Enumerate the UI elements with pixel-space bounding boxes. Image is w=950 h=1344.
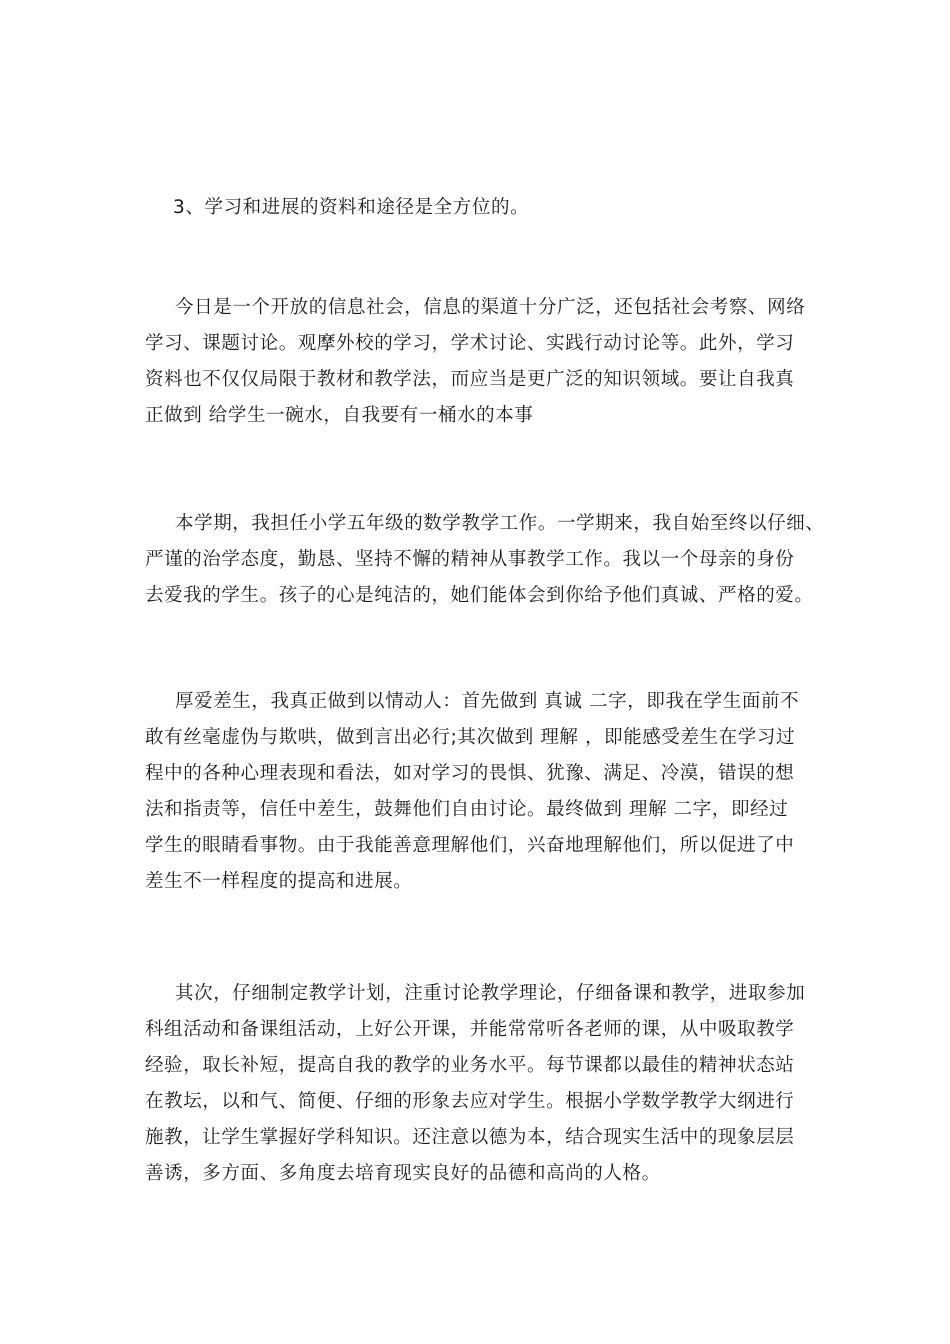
paragraph-1 bbox=[145, 290, 815, 434]
paragraph-line: 程中的各种心理表现和看法，如对学习的畏惧、犹豫、满足、冷漠，错误的想 bbox=[145, 763, 795, 784]
paragraph-2 bbox=[145, 506, 825, 614]
paragraph-line: 其次，仔细制定教学计划，注重讨论教学理论，仔细备课和教学，进取参加 bbox=[175, 983, 806, 1004]
heading-text: 3、学习和进展的资料和途径是全方位的。 bbox=[173, 197, 530, 218]
paragraph-line: 科组活动和备课组活动，上好公开课，并能常常听各老师的课，从中吸取教学 bbox=[145, 1019, 795, 1040]
paragraph-line: 严谨的治学态度，勤恳、坚持不懈的精神从事教学工作。我以一个母亲的身份 bbox=[145, 549, 795, 570]
paragraph-4 bbox=[145, 976, 815, 1192]
paragraph-line: 厚爱差生，我真正做到以情动人：首先做到 真诚 二字，即我在学生面前不 bbox=[175, 691, 800, 712]
paragraph-line: 正做到 给学生一碗水，自我要有一桶水的本事 bbox=[145, 405, 534, 426]
section-heading bbox=[145, 190, 815, 226]
paragraph-line: 去爱我的学生。孩子的心是纯洁的，她们能体会到你给予他们真诚、严格的爱。 bbox=[145, 585, 814, 606]
paragraph-line: 学习、课题讨论。观摩外校的学习，学术讨论、实践行动讨论等。此外，学习 bbox=[145, 333, 795, 354]
paragraph-line: 经验，取长补短，提高自我的教学的业务水平。每节课都以最佳的精神状态站 bbox=[145, 1055, 795, 1076]
paragraph-line: 今日是一个开放的信息社会，信息的渠道十分广泛，还包括社会考察、网络 bbox=[175, 297, 806, 318]
paragraph-3 bbox=[145, 684, 815, 900]
paragraph-line: 资料也不仅仅局限于教材和教学法，而应当是更广泛的知识领域。要让自我真 bbox=[145, 369, 795, 390]
paragraph-line: 差生不一样程度的提高和进展。 bbox=[145, 871, 413, 892]
paragraph-line: 法和指责等，信任中差生，鼓舞他们自由讨论。最终做到 理解 二字，即经过 bbox=[145, 799, 789, 820]
paragraph-line: 学生的眼睛看事物。由于我能善意理解他们，兴奋地理解他们，所以促进了中 bbox=[145, 835, 795, 856]
paragraph-line: 善诱，多方面、多角度去培育现实良好的品德和高尚的人格。 bbox=[145, 1163, 661, 1184]
paragraph-line: 施教，让学生掌握好学科知识。还注意以德为本，结合现实生活中的现象层层 bbox=[145, 1127, 795, 1148]
paragraph-line: 敢有丝毫虚伪与欺哄，做到言出必行;其次做到 理解 ，即能感受差生在学习过 bbox=[145, 727, 796, 748]
paragraph-line: 在教坛，以和气、简便、仔细的形象去应对学生。根据小学数学教学大纲进行 bbox=[145, 1091, 795, 1112]
paragraph-line: 本学期，我担任小学五年级的数学教学工作。一学期来，我自始至终以仔细、 bbox=[175, 513, 825, 534]
